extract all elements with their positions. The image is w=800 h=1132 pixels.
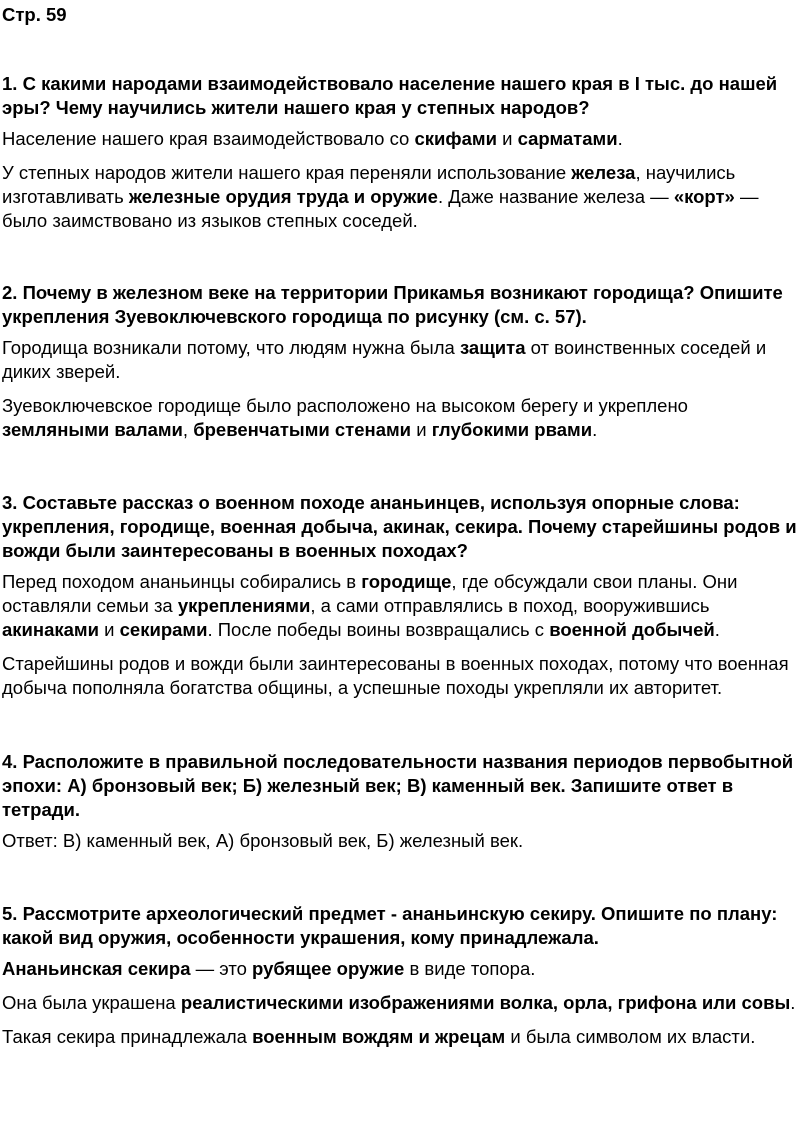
answer-paragraph — [2, 394, 800, 442]
text-span: . Даже название железа — — [437, 186, 674, 207]
section-3 — [2, 491, 800, 700]
text-span: Старейшины родов и вожди были заинтересованы в военных походах, потому что военная добыча пополняла богатства общины, а успешные походы укрепляли их авторитет. — [2, 653, 789, 698]
answer-paragraph — [2, 1025, 800, 1049]
section-2 — [2, 281, 800, 442]
bold-term: военной добычей — [549, 619, 715, 640]
text-span: Ответ: В) каменный век, А) бронзовый век, Б) железный век. — [2, 830, 524, 851]
bold-term: «корт» — [673, 186, 735, 207]
text-span: в виде топора. — [404, 958, 536, 979]
answer-paragraph — [2, 829, 800, 853]
bold-term: бревенчатыми стенами — [193, 419, 412, 440]
text-span: и — [496, 128, 518, 149]
question-2: 2. Почему в железном веке на территории Прикамья возникают городища? Опишите укрепления Зуевоключевского городища по рисунку (см. с. 57). — [2, 282, 783, 327]
text-span: , научились изготавливать — [2, 162, 736, 207]
bold-term: глубокими рвами — [431, 419, 593, 440]
text-span: . После победы воины возвращались с — [207, 619, 550, 640]
bold-term: военным вождям и жрецам — [252, 1026, 506, 1047]
text-span: Перед походом ананьинцы собирались в — [2, 571, 362, 592]
bold-term: скифами — [414, 128, 497, 149]
question-1: 1. С какими народами взаимодействовало население нашего края в I тыс. до нашей эры? Чему научились жители нашего края у степных народов? — [2, 73, 778, 118]
text-span: от воинственных соседей и диких зверей. — [2, 337, 767, 382]
text-span: . — [592, 419, 598, 440]
answer-paragraph — [2, 127, 800, 151]
answer-paragraph — [2, 161, 800, 233]
bold-term: реалистическими изображениями волка, орла, грифона или совы — [180, 992, 791, 1013]
text-span: . — [790, 992, 796, 1013]
text-span: , — [182, 419, 194, 440]
text-span: и — [411, 419, 432, 440]
section-5 — [2, 902, 800, 1049]
bold-term: железные орудия труда и оружие — [128, 186, 438, 207]
bold-term: сарматами — [517, 128, 618, 149]
section-4 — [2, 750, 800, 853]
text-span: Такая секира принадлежала — [2, 1026, 253, 1047]
bold-term: укреплениями — [177, 595, 311, 616]
text-span: Городища возникали потому, что людям нужна была — [2, 337, 460, 358]
text-span: — это — [190, 958, 253, 979]
bold-term: Ананьинская секира — [2, 958, 191, 979]
question-5: 5. Рассмотрите археологический предмет - ананьинскую секиру. Опишите по плану: какой вид оружия, особенности украшения, кому принадлежала. — [2, 903, 778, 948]
answer-paragraph — [2, 652, 800, 700]
question-3: 3. Составьте рассказ о военном походе ананьинцев, используя опорные слова: укрепления, городище, военная добыча, акинак, секира. Почему старейшины родов и вожди были заинтересованы в военных походах? — [2, 492, 797, 561]
page-number: Стр. 59 — [2, 4, 67, 25]
bold-term: защита — [459, 337, 526, 358]
question-4: 4. Расположите в правильной последовательности названия периодов первобытной эпохи: А) бронзовый век; Б) железный век; В) каменный век. Запишите ответ в тетради. — [2, 751, 794, 820]
text-span: и была символом их власти. — [505, 1026, 756, 1047]
text-span: У степных народов жители нашего края переняли использование — [2, 162, 572, 183]
bold-term: железа — [571, 162, 636, 183]
text-span: и — [99, 619, 120, 640]
text-span: . — [617, 128, 623, 149]
section-1 — [2, 72, 800, 233]
answer-paragraph — [2, 957, 800, 981]
bold-term: акинаками — [2, 619, 99, 640]
text-span: . — [714, 619, 720, 640]
answer-paragraph — [2, 336, 800, 384]
bold-term: земляными валами — [2, 419, 183, 440]
answer-paragraph — [2, 991, 800, 1015]
text-span: — было заимствовано из языков степных соседей. — [2, 186, 759, 231]
text-span: , где обсуждали свои планы. Они оставляли семьи за — [2, 571, 738, 616]
text-span: Население нашего края взаимодействовало со — [2, 128, 415, 149]
bold-term: секирами — [119, 619, 208, 640]
bold-term: рубящее оружие — [252, 958, 405, 979]
text-span: Она была украшена — [2, 992, 181, 1013]
text-span: , а сами отправлялись в поход, вооружившись — [310, 595, 710, 616]
bold-term: городище — [361, 571, 452, 592]
answer-paragraph — [2, 570, 800, 642]
text-span: Зуевоключевское городище было расположено на высоком берегу и укреплено — [2, 395, 688, 416]
